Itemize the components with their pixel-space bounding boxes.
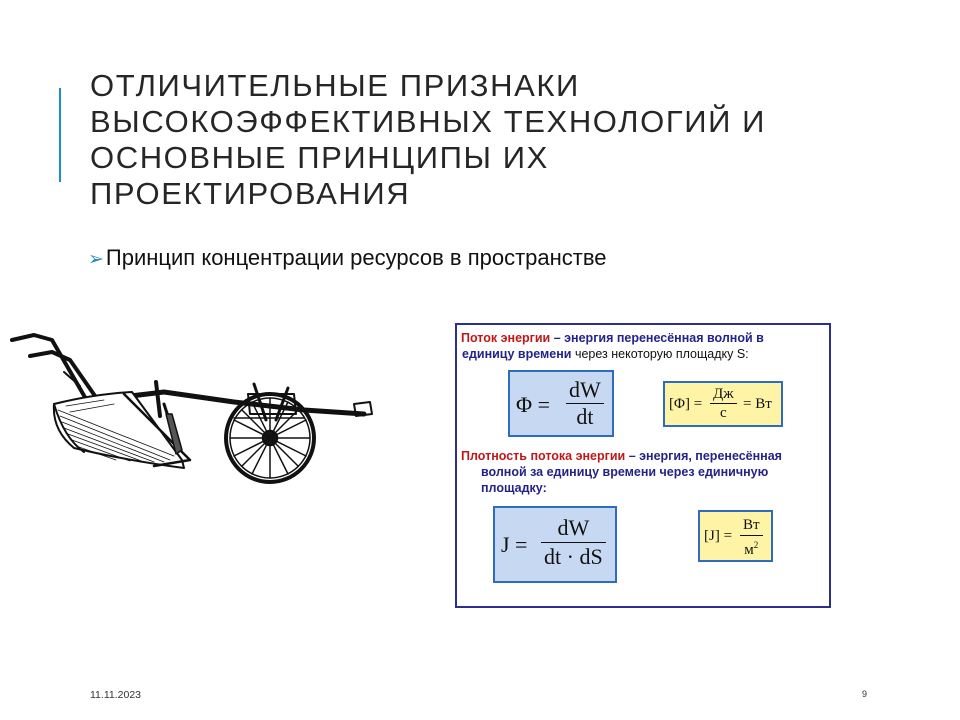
arrow-bullet-icon: ➢ [88,249,104,270]
bullet-text: Принцип концентрации ресурсов в пространстве [105,245,607,270]
plow-illustration [4,320,396,496]
energy-flux-panel [455,323,831,608]
flux-definition [461,331,764,346]
bullet-item [88,245,607,271]
flux-density-definition: Плотность потока энергии – энергия, перенесённая [461,449,782,463]
flux-density-formula: J = $\frac{dW}{dt \cdot dS}$ [493,506,617,583]
slide-number: 9 [862,689,868,699]
flux-term: Поток энергии [461,331,551,345]
flux-density-line2: волной за единицу времени через единичную [481,465,769,479]
flux-definition-line1: – энергия перенесённая волной в [550,331,764,345]
flux-density-line3: площадку: [481,481,547,495]
flux-density-unit-formula: [J] = Вт $м^2$ [698,510,773,562]
slide-title [90,68,930,212]
title-line: ПРОЕКТИРОВАНИЯ [90,176,411,211]
flux-unit-formula: [Φ] = Дж с = Вт [663,381,783,427]
footer-date: 11.11.2023 [90,689,141,701]
title-line: ОТЛИЧИТЕЛЬНЫЕ ПРИЗНАКИ [90,68,580,103]
flux-definition-line2: единицу времени через некоторую площадку S: [462,347,749,361]
flux-density-term: Плотность потока энергии [461,449,626,463]
title-line: ВЫСОКОЭФФЕКТИВНЫХ ТЕХНОЛОГИЙ И [90,104,767,139]
title-accent-bar [59,88,61,182]
flux-formula: Φ = $\frac{dW}{dt}$ [508,370,614,437]
title-line: ОСНОВНЫЕ ПРИНЦИПЫ ИХ [90,140,549,175]
